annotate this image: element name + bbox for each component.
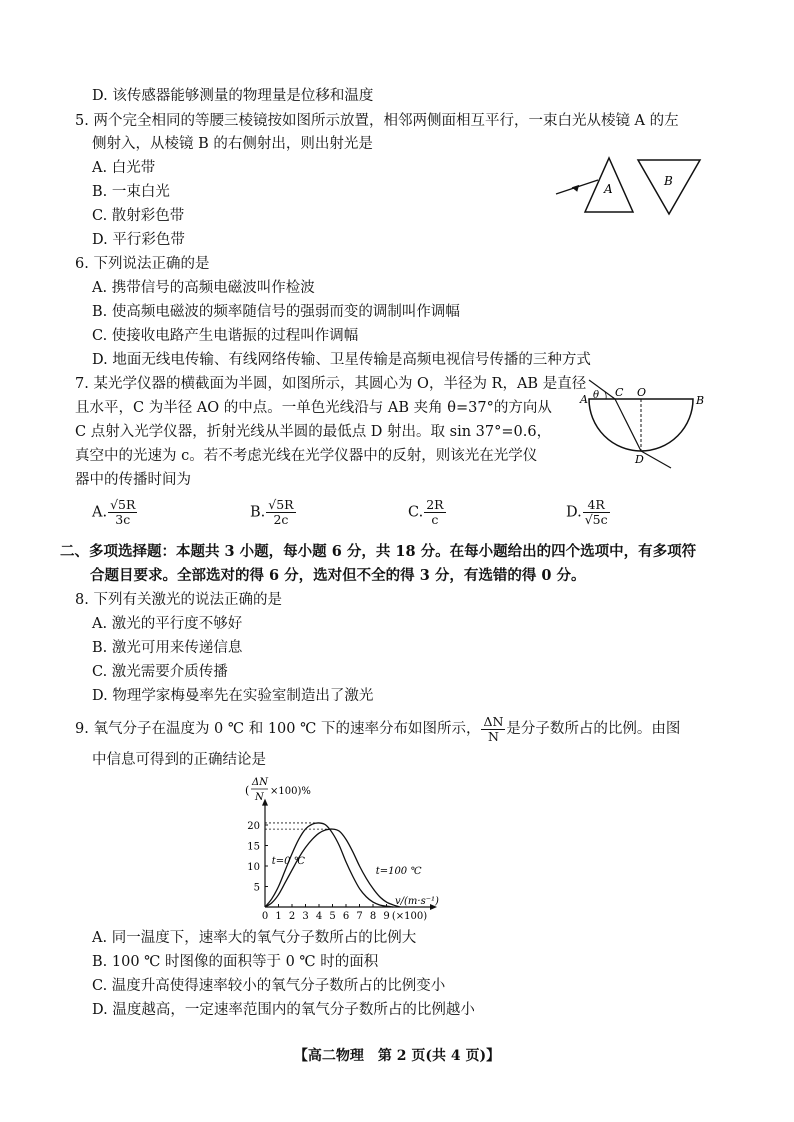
q5-option-b: B. 一束白光 (92, 184, 170, 200)
fraction-denominator: 3c (115, 512, 131, 527)
point-b-label: B (696, 394, 705, 407)
q9-stem-line2: 中信息可得到的正确结论是 (92, 752, 266, 768)
q6-option-b: B. 使高频电磁波的频率随信号的强弱而变的调制叫作调幅 (92, 304, 460, 320)
x-tick-label: 0 (261, 911, 269, 922)
q7-option-c (408, 498, 447, 527)
q5-option-d: D. 平行彩色带 (92, 232, 185, 248)
section2-header-line1: 二、多项选择题：本题共 3 小题，每小题 6 分，共 18 分。在每小题给出的四个选项中，有多项符 (60, 543, 697, 560)
y-axis-label-open: ( (245, 784, 250, 797)
q7-stem-line4: 真空中的光速为 c。若不考虑光线在光学仪器中的反射，则该光在光学仪 (75, 448, 538, 464)
fraction-denominator: N (487, 728, 499, 744)
q5-stem-line1: 5. 两个完全相同的等腰三棱镜按如图所示放置，相邻两侧面相互平行，一束白光从棱镜 A 的左 (75, 113, 679, 129)
point-c-label: C (615, 386, 624, 399)
page-footer: 【高二物理 第 2 页(共 4 页)】 (293, 1048, 501, 1064)
y-axis-label-den: N (255, 792, 264, 803)
q5-option-c: C. 散射彩色带 (92, 208, 185, 224)
q9-option-c: C. 温度升高使得速率较小的氧气分子数所占的比例变小 (92, 978, 446, 994)
q7-option-d (566, 498, 611, 527)
point-o-label: O (637, 386, 647, 399)
refracted-ray (615, 399, 641, 451)
fraction-numerator: √5R (268, 497, 294, 512)
x-tick-label: 7 (356, 911, 363, 922)
fraction-numerator: ΔN (483, 713, 504, 729)
y-axis-label-rest: ×100)% (270, 786, 311, 797)
option-label: C. (408, 504, 424, 521)
q8-option-c: C. 激光需要介质传播 (92, 664, 228, 680)
option-label: A. (92, 504, 108, 521)
point-d-label: D (635, 453, 644, 466)
semicircle-figure (575, 375, 710, 470)
fraction-denominator: √5c (584, 512, 608, 527)
y-axis-label-num: ΔN (252, 777, 268, 788)
q9-fraction (481, 715, 505, 744)
q8-stem: 8. 下列有关激光的说法正确的是 (75, 592, 282, 608)
q7-stem-line2: 且水平，C 为半径 AO 的中点。一单色光线沿与 AB 夹角 θ=37°的方向从 (75, 400, 552, 416)
x-tick-label: 1 (275, 911, 282, 922)
option-fraction (266, 498, 295, 527)
q9-stem-line1 (75, 714, 680, 744)
option-fraction (108, 498, 137, 527)
x-tick-label: 5 (329, 911, 336, 922)
option-label: B. (250, 504, 266, 521)
q6-option-d: D. 地面无线电传输、有线网络传输、卫星传输是高频电视信号传播的三种方式 (92, 352, 591, 368)
y-tick-label: 5 (253, 882, 260, 894)
x-tick-label: 9 (383, 911, 390, 922)
x-tick-label: 8 (369, 911, 377, 922)
x-tick-label: 4 (315, 911, 323, 922)
q9-option-d: D. 温度越高，一定速率范围内的氧气分子数所占的比例越小 (92, 1002, 475, 1018)
x-axis-label: v/(m·s⁻¹) (395, 896, 439, 907)
series-label-0c: t=0 ℃ (271, 855, 305, 867)
q6-stem: 6. 下列说法正确的是 (75, 256, 210, 272)
q9-stem-pre: 9. 氧气分子在温度为 0 ℃ 和 100 ℃ 下的速率分布如图所示， (75, 721, 481, 737)
option-fraction (424, 498, 445, 527)
option-label: D. (566, 504, 582, 521)
y-tick-label: 15 (247, 841, 260, 853)
x-tick-label: 3 (302, 911, 309, 922)
option-fraction (583, 498, 610, 527)
fraction-denominator: c (431, 512, 439, 527)
prism-a-label: A (604, 182, 613, 196)
q9-stem-post: 是分子数所占的比例。由图 (506, 721, 681, 737)
q7-stem-line3: C 点射入光学仪器，折射光线从半圆的最低点 D 射出。取 sin 37°=0.6， (75, 424, 552, 440)
q6-option-c: C. 使接收电路产生电谐振的过程叫作调幅 (92, 328, 359, 344)
q5-option-a: A. 白光带 (92, 160, 156, 176)
section2-header-line2: 合题目要求。全部选对的得 6 分，选对但不全的得 3 分，有选错的得 0 分。 (90, 567, 586, 584)
q4-option-d: D. 该传感器能够测量的物理量是位移和温度 (92, 88, 374, 104)
q8-option-b: B. 激光可用来传递信息 (92, 640, 243, 656)
emergent-ray (641, 451, 671, 468)
y-tick-label: 20 (247, 821, 260, 832)
x-axis-multiplier: (×100) (391, 911, 428, 922)
series-label-100c: t=100 ℃ (375, 866, 422, 878)
q7-stem-line5: 器中的传播时间为 (75, 472, 191, 488)
q9-option-b: B. 100 ℃ 时图像的面积等于 0 ℃ 时的面积 (92, 954, 379, 970)
q5-stem-line2: 侧射入，从棱镜 B 的右侧射出，则出射光是 (92, 136, 373, 152)
theta-label: θ (593, 390, 600, 401)
q7-stem-line1: 7. 某光学仪器的横截面为半圆，如图所示，其圆心为 O，半径为 R，AB 是直径 (75, 376, 587, 392)
fraction-numerator: 2R (426, 497, 444, 512)
prism-b-label: B (664, 174, 673, 188)
q8-option-d: D. 物理学家梅曼率先在实验室制造出了激光 (92, 688, 374, 704)
q8-option-a: A. 激光的平行度不够好 (92, 616, 243, 632)
q9-option-a: A. 同一温度下，速率大的氧气分子数所占的比例大 (92, 930, 417, 946)
chart-axes (262, 799, 437, 910)
q6-option-a: A. 携带信号的高频电磁波叫作检波 (92, 280, 315, 296)
q7-option-a (92, 498, 138, 527)
prism-figure (550, 150, 710, 220)
y-tick-label: 10 (247, 862, 260, 873)
fraction-denominator: 2c (273, 512, 289, 527)
fraction-numerator: 4R (583, 498, 610, 513)
x-tick-label: 2 (288, 911, 296, 922)
x-tick-label: 6 (342, 911, 350, 922)
point-a-label: A (580, 393, 588, 406)
q7-option-b (250, 498, 297, 527)
fraction-numerator: √5R (110, 497, 136, 512)
speed-distribution-chart (230, 772, 525, 924)
